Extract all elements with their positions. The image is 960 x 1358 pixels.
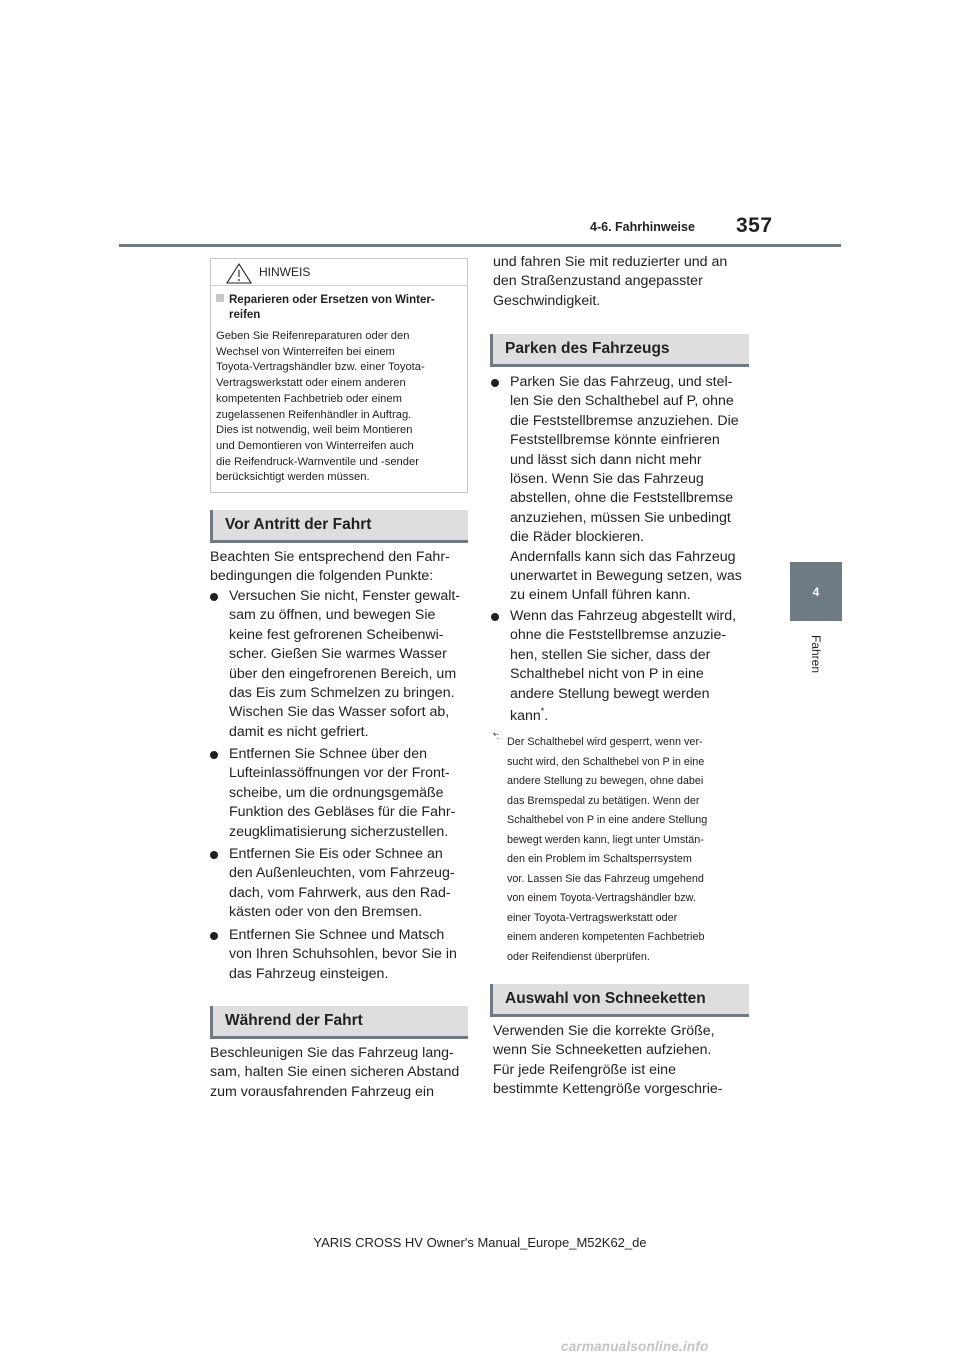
text-line: sam zu öffnen, und bewegen Sie (229, 607, 436, 624)
page-number: 357 (736, 214, 773, 237)
text-line: Feststellbremse könnte einfrieren (510, 432, 720, 449)
bullet-icon (210, 593, 218, 601)
section-title: Vor Antritt der Fahrt (210, 510, 468, 540)
text-line: Wischen Sie das Wasser sofort ab, (229, 704, 450, 721)
footer-manual-name: YARIS CROSS HV Owner's Manual_Europe_M52K62_de (313, 1235, 647, 1250)
note-body-line: Vertragswerkstatt oder einem anderen (216, 377, 406, 390)
text-line: wenn Sie Schneeketten aufziehen. (493, 1042, 712, 1059)
footnote-line: bewegt werden kann, liegt unter Umstän- (507, 833, 704, 846)
chapter-label (790, 632, 842, 676)
section-parken (490, 334, 749, 364)
header-rule (119, 244, 841, 247)
footnote-line: sucht wird, den Schalthebel von P in eine (507, 755, 705, 768)
note-body-line: Wechsel von Winterreifen bei einem (216, 345, 395, 358)
section-vor-antritt (210, 510, 468, 540)
driving-paragraph (210, 1044, 459, 1102)
text-line: Für jede Reifengröße ist eine (493, 1061, 676, 1078)
text-line: zeugklimatisierung sicherzustellen. (229, 823, 449, 840)
text-line: kästen oder von den Bremsen. (229, 904, 423, 921)
note-body-line: und Demontieren von Winterreifen auch (216, 439, 414, 452)
text-line: Entfernen Sie Schnee und Matsch (229, 927, 445, 943)
chains-paragraph (493, 1022, 722, 1100)
bullet-icon (491, 379, 499, 387)
text-line: bedingungen die folgenden Punkte: (210, 568, 434, 585)
text-line: den Straßenzustand angepasster (493, 273, 703, 290)
text-line: keine fest gefrorenen Scheibenwi- (229, 626, 444, 643)
footnote-line: Der Schalthebel wird gesperrt, wenn ver- (507, 736, 703, 748)
chapter-number: 4 (812, 584, 820, 599)
text-line: Entfernen Sie Eis oder Schnee an (229, 846, 443, 862)
note-title-line: Reparieren oder Ersetzen von Winter- (229, 294, 435, 306)
text-line: den Außenleuchten, vom Fahrzeug- (229, 865, 455, 882)
text-line: von Ihren Schuhsohlen, bevor Sie in (229, 946, 457, 963)
footnote-line: einer Toyota-Vertragswerkstatt oder (507, 911, 678, 924)
footnote-reference[interactable]: * (540, 706, 545, 717)
note-body (216, 329, 464, 486)
chapter-tab[interactable] (790, 562, 842, 621)
section-title: Während der Fahrt (210, 1006, 468, 1036)
note-body-line: die Reifendruck-Warnventile und -sender (216, 455, 419, 468)
footnote-mark: *: (493, 731, 500, 741)
text-line: sam, halten Sie einen sicheren Abstand (210, 1064, 460, 1081)
text-line: Entfernen Sie Schnee über den (229, 746, 427, 762)
text-line: damit es nicht gefriert. (229, 723, 369, 740)
text-line: Beachten Sie entsprechend den Fahr- (210, 549, 450, 565)
text-line: Parken Sie das Fahrzeug, und stel- (510, 374, 733, 390)
text-line: bestimmte Kettengröße vorgeschrie- (493, 1081, 723, 1098)
section-title: 4-6. Fahrhinweise (590, 220, 695, 234)
text-line: unerwartet in Bewegung setzen, was (510, 568, 742, 585)
text-line: ohne die Feststellbremse anzuzie- (510, 627, 727, 644)
warning-icon (225, 261, 253, 285)
bullet-icon (491, 613, 499, 621)
section-title: Parken des Fahrzeugs (490, 334, 749, 364)
note-header (211, 259, 467, 286)
text-line: Beschleunigen Sie das Fahrzeug lang- (210, 1045, 454, 1061)
text-line: über den eingefrorenen Bereich, um (229, 665, 457, 682)
footnote-line: den ein Problem im Schaltsperrsystem (507, 853, 692, 865)
text-line: Versuchen Sie nicht, Fenster gewalt- (229, 588, 461, 604)
footnote-line: vor. Lassen Sie das Fahrzeug umgehend (507, 872, 704, 885)
text-line: dach, vom Fahrwerk, aus den Rad- (229, 884, 451, 901)
bullet-icon (210, 851, 218, 859)
note-body-line: Dies ist notwendig, weil beim Montieren (216, 424, 413, 437)
note-title-line: reifen (229, 309, 261, 321)
text-line: lösen. Wenn Sie das Fahrzeug (510, 471, 704, 488)
text-line: Schalthebel nicht von P in eine (510, 666, 704, 683)
note-body-line: berücksichtigt werden müssen. (216, 471, 370, 484)
chapter-label-text: Fahren (809, 634, 823, 674)
text-line: zu einem Unfall führen kann. (510, 587, 691, 604)
text-line: Verwenden Sie die korrekte Größe, (493, 1023, 715, 1039)
section-schneeketten (490, 984, 749, 1014)
footnote-line: einem anderen kompetenten Fachbetrieb (507, 931, 705, 943)
text-line: das Fahrzeug einsteigen. (229, 965, 389, 982)
note-square-bullet-icon (216, 294, 224, 302)
footnote-line: von einem Toyota-Vertragshändler bzw. (507, 892, 696, 904)
bullet-icon (210, 751, 218, 759)
continued-paragraph (493, 253, 727, 311)
text-line: andere Stellung bewegt werden (510, 685, 710, 702)
text-line: die Feststellbremse anzuziehen. Die (510, 412, 739, 429)
bullet-icon (210, 932, 218, 940)
note-body-line: Geben Sie Reifenreparaturen oder den (216, 330, 410, 342)
text-line: und fahren Sie mit reduzierter und an (493, 254, 728, 270)
footnote-line: Schalthebel von P in eine andere Stellung (507, 814, 708, 826)
text-line: Geschwindigkeit. (493, 292, 601, 309)
footnote-line: oder Reifendienst überprüfen. (507, 950, 650, 963)
watermark[interactable]: carmanualsonline.info (561, 1339, 709, 1354)
text-line: anzuziehen, müssen Sie unbedingt (510, 509, 731, 526)
text-line: kann (510, 708, 541, 725)
text-line: abstellen, ohne die Feststellbremse (510, 490, 734, 507)
section-title: Auswahl von Schneeketten (490, 984, 749, 1014)
note-box (210, 258, 468, 493)
footnote (507, 733, 707, 967)
section-waehrend-fahrt (210, 1006, 468, 1036)
intro-paragraph (210, 548, 450, 587)
text-line: und lässt sich dann nicht mehr (510, 451, 702, 468)
note-title (216, 293, 462, 323)
text-line: Wenn das Fahrzeug abgestellt wird, (510, 608, 737, 624)
text-line: das Eis zum Schmelzen zu bringen. (229, 685, 455, 702)
text-line: zum vorausfahrenden Fahrzeug ein (210, 1083, 434, 1100)
note-body-line: kompetenten Fachbetrieb oder einem (216, 392, 402, 405)
note-label: HINWEIS (259, 265, 311, 279)
text-line: Lufteinlassöffnungen vor der Front- (229, 765, 450, 782)
text-line: die Räder blockieren. (510, 529, 645, 546)
text-line: len Sie den Schalthebel auf P, ohne (510, 393, 734, 410)
footnote-line: andere Stellung zu bewegen, ohne dabei (507, 775, 704, 787)
period: . (544, 708, 549, 725)
footnote-line: das Bremspedal zu betätigen. Wenn der (507, 794, 700, 807)
note-body-line: Toyota-Vertragshändler bzw. einer Toyota- (216, 361, 425, 374)
text-line: Andernfalls kann sich das Fahrzeug (510, 548, 736, 565)
text-line: scher. Gießen Sie warmes Wasser (229, 646, 447, 663)
text-line: hen, stellen Sie sicher, dass der (510, 646, 711, 663)
note-body-line: zugelassenen Reifenhändler in Auftrag. (216, 408, 412, 421)
text-line: Funktion des Gebläses für die Fahr- (229, 804, 456, 821)
text-line: scheibe, um die ordnungsgemäße (229, 784, 444, 801)
